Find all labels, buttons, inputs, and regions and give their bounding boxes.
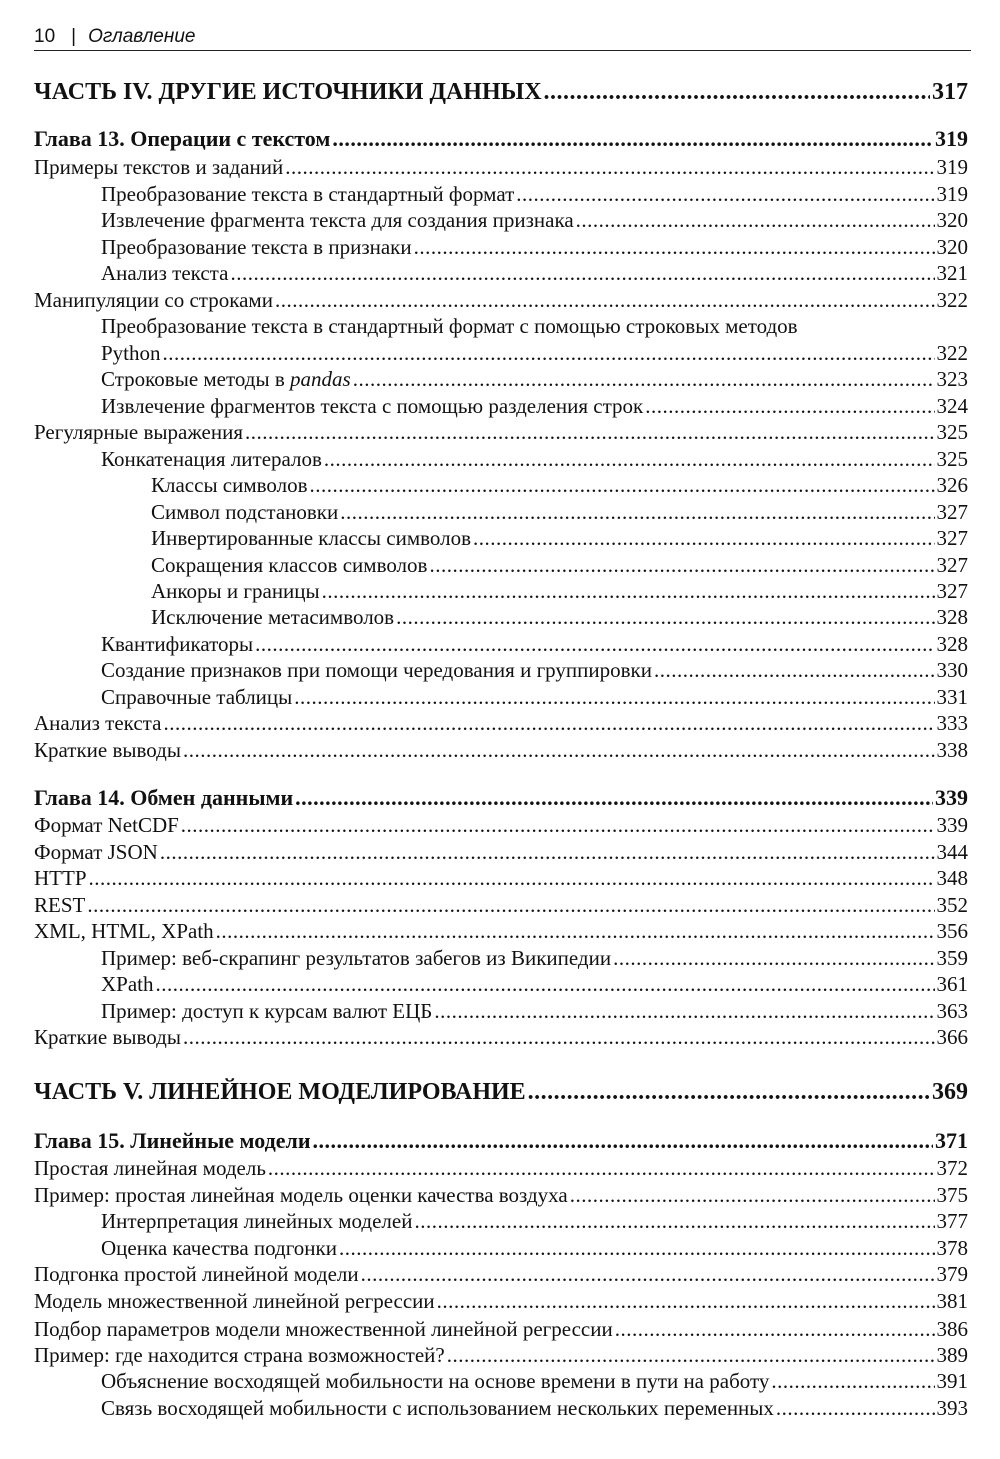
toc-part-heading[interactable] [34,1079,968,1105]
toc-leader-dots [447,1342,935,1368]
running-head-separator: | [71,26,77,47]
toc-leader-dots [414,234,935,260]
toc-entry-page: 339 [935,785,968,810]
toc-entry[interactable] [34,1316,968,1342]
toc-entry-title-italic: pandas [290,367,351,391]
toc-entry-page: 319 [936,182,968,206]
toc-leader-dots [776,1395,935,1421]
toc-entry-title: Python [101,341,161,365]
toc-entry-page: 372 [936,1156,968,1180]
toc-entry-page: 328 [936,632,968,656]
toc-leader-dots [361,1261,935,1287]
toc-entry-title: ЧАСТЬ V. ЛИНЕЙНОЕ МОДЕЛИРОВАНИЕ [34,1079,526,1105]
toc-leader-dots [771,1368,934,1394]
toc-entry[interactable] [101,1208,968,1234]
toc-entry-title: Глава 14. Обмен данными [34,785,294,810]
toc-entry-title: Преобразование текста в стандартный формат [101,182,515,206]
toc-entry-page: 381 [936,1289,968,1313]
toc-part-heading[interactable] [34,79,968,105]
toc-entry-page: 319 [935,126,968,151]
toc-leader-dots [156,971,935,997]
toc-entry-title: Оценка качества подгонки [101,1236,337,1260]
toc-entry[interactable] [34,737,968,763]
toc-entry[interactable] [101,1368,968,1394]
toc-entry[interactable] [101,234,968,260]
toc-chapter-heading[interactable] [34,126,968,152]
toc-entry-title: Формат NetCDF [34,813,179,837]
toc-entry-page: 366 [936,1025,968,1049]
toc-entry-title: Создание признаков при помощи чередования и группировки [101,658,652,682]
toc-entry-page: 361 [936,972,968,996]
toc-entry-title: Глава 15. Линейные модели [34,1128,311,1153]
toc-entry-title: Классы символов [151,473,308,497]
toc-entry-title: HTTP [34,866,87,890]
toc-entry[interactable] [151,552,968,578]
toc-entry-page: 331 [936,685,968,709]
toc-entry-page: 339 [936,813,968,837]
toc-chapter-heading[interactable] [34,785,968,811]
toc-leader-dots [353,366,935,392]
toc-entry-page: 320 [936,235,968,259]
toc-entry-title: Анализ текста [101,261,229,285]
toc-entry[interactable] [101,657,968,683]
toc-entry-title: Квантификаторы [101,632,254,656]
toc-entry[interactable] [151,525,968,551]
toc-entry-title: Пример: где находится страна возможностей? [34,1343,445,1367]
toc-entry-title: Пример: доступ к курсам валют ЕЦБ [101,999,433,1023]
toc-entry-page: 352 [936,893,968,917]
toc-entry-title: XML, HTML, XPath [34,919,214,943]
toc-entry-page: 327 [936,500,968,524]
toc-entry-title: Примеры текстов и заданий [34,155,284,179]
toc-entry[interactable] [34,839,968,865]
toc-entry-title: Символ подстановки [151,500,339,524]
toc-leader-dots [295,785,933,811]
toc-entry-page: 377 [936,1209,968,1233]
toc-leader-dots [324,446,935,472]
toc-entry-title: Анкоры и границы [151,579,320,603]
toc-entry-title: Связь восходящей мобильности с использованием нескольких переменных [101,1396,774,1420]
toc-entry-page: 327 [936,526,968,550]
toc-leader-dots [183,1024,935,1050]
toc-entry-title: Манипуляции со строками [34,288,273,312]
toc-leader-dots [528,1079,930,1105]
toc-entry-page: 322 [936,288,968,312]
toc-entry-title: Извлечение фрагментов текста с помощью разделения строк [101,394,644,418]
toc-entry[interactable] [101,945,968,971]
toc-entry[interactable] [101,366,968,392]
toc-leader-dots [255,631,934,657]
toc-entry-page: 327 [936,553,968,577]
toc-entry[interactable] [34,1155,968,1181]
toc-entry[interactable] [101,207,968,233]
toc-entry-page: 333 [936,711,968,735]
toc-entry-page: 321 [936,261,968,285]
toc-entry[interactable] [101,631,968,657]
toc-entry[interactable] [101,1235,968,1261]
toc-entry-page: 325 [936,447,968,471]
toc-leader-dots [322,578,935,604]
toc-entry[interactable] [101,971,968,997]
toc-leader-dots [414,1208,934,1234]
toc-leader-dots [230,260,934,286]
toc-leader-dots [654,657,935,683]
toc-entry-title: Объяснение восходящей мобильности на основе времени в пути на работу [101,1369,770,1393]
toc-entry[interactable] [34,1261,968,1287]
toc-entry-title-prefix: Строковые методы в [101,367,291,391]
toc-entry-page: 359 [936,946,968,970]
toc-entry-title: Конкатенация литералов [101,447,322,471]
toc-entry-page: 327 [936,579,968,603]
toc-entry-title: Подбор параметров модели множественной линейной регрессии [34,1317,613,1341]
toc-entry-title: Извлечение фрагмента текста для создания признака [101,208,574,232]
toc-entry[interactable] [151,604,968,630]
toc-leader-dots [615,1316,935,1342]
toc-entry[interactable] [101,998,968,1024]
toc-leader-dots [216,918,935,944]
toc-entry[interactable] [101,340,968,366]
toc-entry-title: Регулярные выражения [34,420,244,444]
toc-entry-page: 371 [935,1128,968,1153]
toc-entry[interactable] [34,154,968,180]
toc-entry-page: 317 [932,79,968,105]
toc-entry-page: 325 [936,420,968,444]
toc-leader-dots [163,710,934,736]
toc-entry-title: Формат JSON [34,840,158,864]
toc-entry-title: Интерпретация линейных моделей [101,1209,413,1233]
toc-leader-dots [275,287,935,313]
toc-entry-page: 338 [936,738,968,762]
toc-entry-page: 328 [936,605,968,629]
page-number: 10 [34,26,56,47]
toc-entry-page: 389 [936,1343,968,1367]
toc-leader-dots [434,998,934,1024]
toc-entry-title: Пример: простая линейная модель оценки качества воздуха [34,1183,568,1207]
toc-entry-page: 378 [936,1236,968,1260]
toc-entry[interactable] [34,287,968,313]
toc-leader-dots [285,154,934,180]
toc-entry-page: 320 [936,208,968,232]
toc-entry[interactable] [34,1182,968,1208]
toc-entry[interactable] [101,1395,968,1421]
toc-entry-title: Краткие выводы [34,1025,181,1049]
toc-leader-dots [576,207,935,233]
toc-entry-page: 344 [936,840,968,864]
toc-entry-page: 369 [932,1079,968,1105]
toc-entry[interactable] [101,393,968,419]
toc-entry-page: 324 [936,394,968,418]
toc-leader-dots [396,604,934,630]
toc-leader-dots [313,1128,933,1154]
toc-leader-dots [340,499,934,525]
toc-leader-dots [645,393,934,419]
toc-leader-dots [89,865,935,891]
toc-entry[interactable] [34,1342,968,1368]
toc-entry[interactable] [34,812,968,838]
toc-entry-title: Подгонка простой линейной модели [34,1262,359,1286]
toc-leader-dots [294,684,934,710]
toc-leader-dots [332,126,933,152]
toc-entry-page: 363 [936,999,968,1023]
toc-leader-dots [613,945,934,971]
toc-leader-dots [570,1182,935,1208]
toc-entry[interactable] [151,472,968,498]
toc-entry[interactable] [101,181,968,207]
toc-entry-page: 348 [936,866,968,890]
toc-entry-title: ЧАСТЬ IV. ДРУГИЕ ИСТОЧНИКИ ДАННЫХ [34,79,542,105]
toc-entry-title: REST [34,893,86,917]
toc-entry-title: Простая линейная модель [34,1156,266,1180]
toc-leader-dots [181,812,935,838]
toc-entry-page: 379 [936,1262,968,1286]
toc-entry-page: 323 [936,367,968,391]
toc-entry-title: Сокращения классов символов [151,553,428,577]
toc-leader-dots [87,892,934,918]
toc-leader-dots [429,552,934,578]
toc-entry[interactable] [34,892,968,918]
toc-entry-title: Преобразование текста в признаки [101,235,412,259]
toc-entry-title: Глава 13. Операции с текстом [34,126,331,151]
toc-entry-page: 326 [936,473,968,497]
toc-entry-title: Инвертированные классы символов [151,526,472,550]
toc-entry-page: 356 [936,919,968,943]
toc-entry[interactable] [34,710,968,736]
toc-entry-page: 393 [936,1396,968,1420]
toc-chapter-heading[interactable] [34,1128,968,1154]
toc-entry[interactable] [34,419,968,445]
toc-entry-page: 322 [936,341,968,365]
toc-leader-dots [163,340,935,366]
toc-leader-dots [544,79,930,105]
toc-entry[interactable] [151,499,968,525]
toc-entry[interactable] [101,684,968,710]
toc-entry-title: Пример: веб-скрапинг результатов забегов из Википедии [101,946,612,970]
toc-leader-dots [160,839,935,865]
running-head [34,24,971,51]
toc-entry-title [101,366,351,392]
toc-entry-title: Анализ текста [34,711,162,735]
toc-leader-dots [245,419,934,445]
toc-leader-dots [183,737,935,763]
toc-entry-title-line1[interactable]: Преобразование текста в стандартный формат с помощью строковых методов [101,314,798,338]
toc-entry-page: 319 [936,155,968,179]
toc-leader-dots [437,1288,935,1314]
toc-entry[interactable] [101,260,968,286]
toc-entry-title: XPath [101,972,154,996]
toc-entry[interactable] [34,918,968,944]
toc-entry-title: Исключение метасимволов [151,605,395,629]
toc-entry-title: Модель множественной линейной регрессии [34,1289,435,1313]
toc-entry[interactable] [151,578,968,604]
toc-entry[interactable] [101,446,968,472]
toc-entry-page: 391 [936,1369,968,1393]
toc-leader-dots [310,472,935,498]
toc-entry-title: Краткие выводы [34,738,181,762]
toc-entry[interactable] [34,1024,968,1050]
toc-leader-dots [473,525,934,551]
toc-leader-dots [339,1235,935,1261]
running-head-title: Оглавление [88,26,196,47]
toc-entry-page: 375 [936,1183,968,1207]
toc-entry-title: Справочные таблицы [101,685,293,709]
toc-leader-dots [268,1155,935,1181]
toc-entry-page: 330 [936,658,968,682]
toc-leader-dots [516,181,934,207]
toc-entry[interactable] [34,1288,968,1314]
toc-entry[interactable] [34,865,968,891]
toc-entry-page: 386 [936,1317,968,1341]
